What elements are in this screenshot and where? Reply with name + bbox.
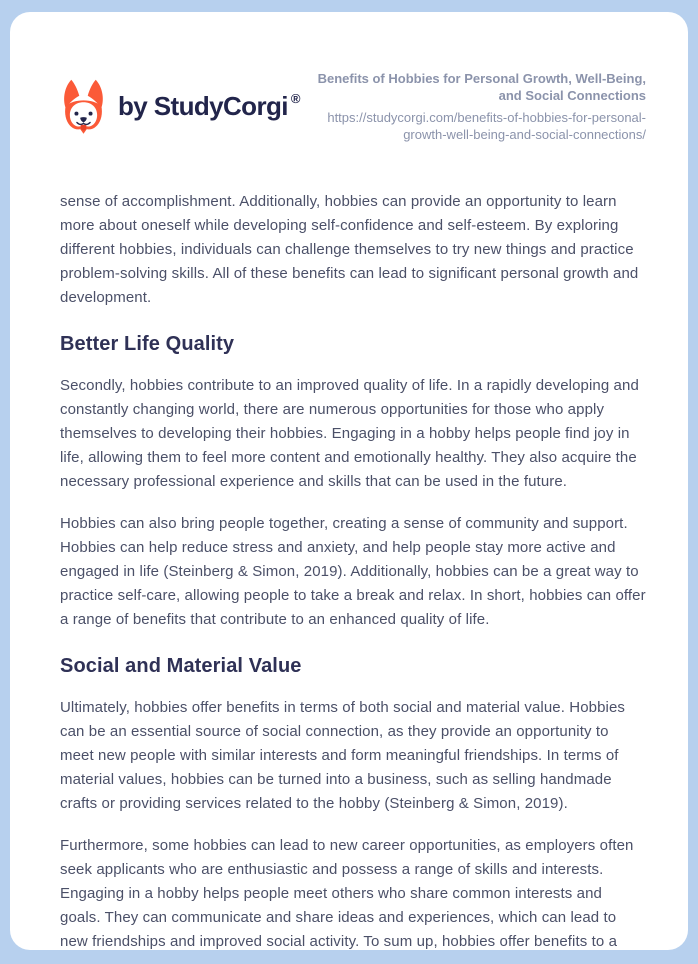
paragraph: Hobbies can also bring people together, creating a sense of community and support. Hobbies can help reduce stress and anxiety, and help people stay more active and engaged in life (Steinberg & Simon, 2019). Additionally, hobbies can be a great way to practice self-care, allowing people to take a break and relax. In short, hobbies can offer a range of benefits that contribute to an enhanced quality of life. bbox=[60, 515, 646, 628]
document-meta bbox=[300, 70, 646, 143]
document-title: Benefits of Hobbies for Personal Growth, Well-Being, and Social Connections bbox=[317, 71, 646, 103]
paragraph: Secondly, hobbies contribute to an improved quality of life. In a rapidly developing and constantly changing world, there are numerous opportunities for those who apply themselves to developing their hobbies. Engaging in a hobby helps people find joy in life, allowing them to feel more content and emotionally healthy. They also acquire the necessary professional experience and skills that can be used in the future. bbox=[60, 377, 639, 490]
paragraph-intro: sense of accomplishment. Additionally, hobbies can provide an opportunity to learn more about oneself while developing self-confidence and self-esteem. By exploring different hobbies, individuals can challenge themselves to try new things and practice problem-solving skills. All of these benefits can lead to significant personal growth and development. bbox=[60, 193, 639, 306]
registered-trademark-icon: ® bbox=[290, 91, 300, 106]
brand-logo bbox=[60, 78, 300, 136]
section-heading-social-and-material-value: Social and Material Value bbox=[60, 655, 302, 677]
section-heading-better-life-quality: Better Life Quality bbox=[60, 333, 235, 355]
article-body bbox=[60, 190, 646, 950]
corgi-icon bbox=[60, 78, 107, 136]
brand-name bbox=[118, 91, 300, 122]
paragraph: Ultimately, hobbies offer benefits in terms of both social and material value. Hobbies can be an essential source of social connection, as they provide an opportunity to meet new people with similar interests and form meaningful friendships. In terms of material values, hobbies can be turned into a business, such as selling handmade crafts or providing services related to the hobby (Steinberg & Simon, 2019). bbox=[60, 699, 625, 812]
document-card bbox=[10, 12, 688, 950]
document-header bbox=[60, 70, 646, 143]
document-url-link[interactable]: https://studycorgi.com/benefits-of-hobbies-for-personal-growth-well-being-and-social-connections/ bbox=[327, 110, 646, 142]
paragraph: Furthermore, some hobbies can lead to new career opportunities, as employers often seek applicants who are enthusiastic and possess a range of skills and interests. Engaging in a hobby helps people meet others who share common interests and goals. They can communicate and share ideas and experiences, which can lead to new friendships and improved social activity. To sum up, hobbies offer benefits to a bbox=[60, 837, 634, 950]
brand-name-label: by StudyCorgi bbox=[118, 91, 288, 121]
